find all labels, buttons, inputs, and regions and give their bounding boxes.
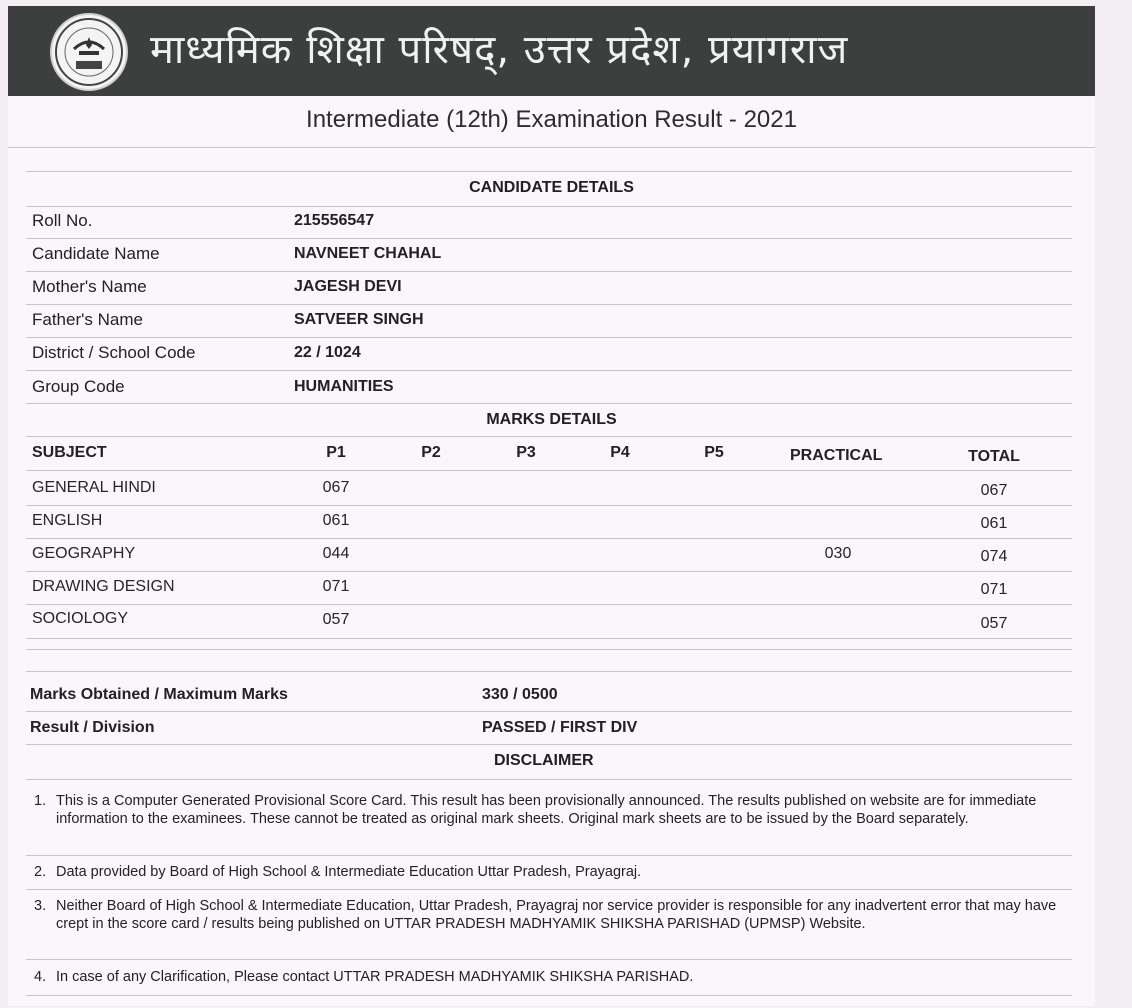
subject-cell: ENGLISH <box>32 512 103 529</box>
p1-cell: 071 <box>322 578 350 595</box>
subject-cell: SOCIOLOGY <box>32 610 129 627</box>
divider <box>26 744 1072 745</box>
col-total: TOTAL <box>968 448 1020 465</box>
divider <box>26 337 1072 338</box>
mother-name-label: Mother's Name <box>32 277 147 296</box>
subject-cell: GEOGRAPHY <box>32 545 136 562</box>
col-p1: P1 <box>326 444 346 461</box>
divider <box>26 855 1072 856</box>
divider <box>26 436 1072 437</box>
total-cell: 071 <box>980 581 1008 598</box>
col-subject: SUBJECT <box>32 444 107 461</box>
divider <box>26 271 1072 272</box>
marks-obtained-value: 330 / 0500 <box>482 686 558 703</box>
divider <box>26 304 1072 305</box>
group-code-value: HUMANITIES <box>294 378 394 395</box>
divider <box>26 711 1072 712</box>
divider <box>26 638 1072 639</box>
practical-cell: 030 <box>824 545 852 562</box>
roll-no-value: 215556547 <box>294 212 375 229</box>
col-p5: P5 <box>704 444 724 461</box>
total-cell: 057 <box>980 615 1008 632</box>
list-item-number: 3. <box>34 898 47 914</box>
result-card <box>8 6 1095 1006</box>
candidate-name-value: NAVNEET CHAHAL <box>294 245 442 262</box>
board-title: माध्यमिक शिक्षा परिषद्, उत्तर प्रदेश, प्रयागराज <box>150 27 849 73</box>
divider <box>26 470 1072 471</box>
p1-cell: 061 <box>322 512 350 529</box>
candidate-name-label: Candidate Name <box>32 244 160 263</box>
marks-section-title: MARKS DETAILS <box>486 411 617 428</box>
list-item <box>34 863 1064 883</box>
divider <box>26 403 1072 404</box>
divider <box>26 671 1072 672</box>
divider <box>26 779 1072 780</box>
up-government-emblem-icon <box>50 13 128 91</box>
divider <box>26 649 1072 650</box>
group-code-label: Group Code <box>32 377 125 396</box>
list-item <box>34 897 1064 953</box>
header-banner <box>8 6 1095 96</box>
candidate-section-title: CANDIDATE DETAILS <box>469 179 634 196</box>
p1-cell: 067 <box>322 479 350 496</box>
exam-title: Intermediate (12th) Examination Result - 2021 <box>306 106 797 133</box>
col-p2: P2 <box>421 444 441 461</box>
list-item <box>34 792 1064 848</box>
list-item-text: This is a Computer Generated Provisional Score Card. This result has been provisionally announced. The results published on website are for immediate information to the examinees. These cannot be treated as original mark sheets. Original mark sheets are to be issued by the Board separately. <box>56 793 1037 827</box>
list-item-number: 4. <box>34 969 47 985</box>
divider <box>26 995 1072 996</box>
divider <box>26 959 1072 960</box>
divider <box>26 505 1072 506</box>
district-school-code-label: District / School Code <box>32 343 196 362</box>
col-p4: P4 <box>610 444 630 461</box>
result-division-value: PASSED / FIRST DIV <box>482 719 638 736</box>
divider <box>26 238 1072 239</box>
divider <box>26 538 1072 539</box>
roll-no-label: Roll No. <box>32 211 93 230</box>
list-item-text: Neither Board of High School & Intermediate Education, Uttar Pradesh, Prayagraj nor service provider is responsible for any inadvertent error that may have crept in the score card / results being published on UTTAR PRADESH MADHYAMIK SHIKSHA PARISHAD (UPMSP) Website. <box>56 898 1057 932</box>
total-cell: 067 <box>980 482 1008 499</box>
list-item-number: 2. <box>34 864 47 880</box>
list-item <box>34 968 1064 988</box>
p1-cell: 044 <box>322 545 350 562</box>
col-p3: P3 <box>516 444 536 461</box>
divider <box>26 571 1072 572</box>
subject-cell: GENERAL HINDI <box>32 479 156 496</box>
list-item-text: In case of any Clarification, Please contact UTTAR PRADESH MADHYAMIK SHIKSHA PARISHAD. <box>56 969 694 985</box>
divider <box>26 889 1072 890</box>
list-item-text: Data provided by Board of High School & Intermediate Education Uttar Pradesh, Prayagraj. <box>56 864 642 880</box>
divider <box>26 604 1072 605</box>
list-item-number: 1. <box>34 793 47 809</box>
divider <box>26 370 1072 371</box>
divider <box>8 147 1095 148</box>
divider <box>26 206 1072 207</box>
marks-obtained-label: Marks Obtained / Maximum Marks <box>30 686 288 703</box>
total-cell: 074 <box>980 548 1008 565</box>
divider <box>26 171 1072 172</box>
result-division-label: Result / Division <box>30 719 155 736</box>
disclaimer-title: DISCLAIMER <box>494 752 594 769</box>
mother-name-value: JAGESH DEVI <box>294 278 402 295</box>
subject-cell: DRAWING DESIGN <box>32 578 175 595</box>
father-name-value: SATVEER SINGH <box>294 311 424 328</box>
col-practical: PRACTICAL <box>790 447 883 464</box>
father-name-label: Father's Name <box>32 310 143 329</box>
total-cell: 061 <box>980 515 1008 532</box>
p1-cell: 057 <box>322 611 350 628</box>
district-school-code-value: 22 / 1024 <box>294 344 361 361</box>
